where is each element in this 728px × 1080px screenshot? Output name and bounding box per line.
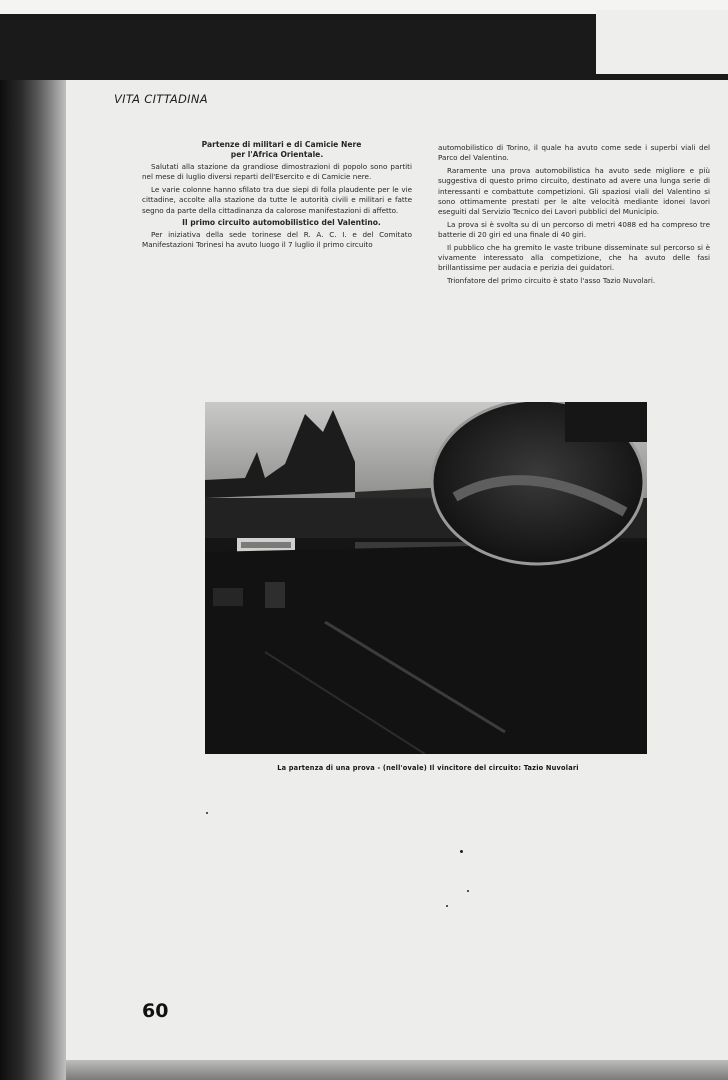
running-head: VITA CITTADINA [114, 92, 208, 106]
heading-circuit: Il primo circuito automobilistico del Valentino. [182, 218, 381, 228]
paragraph: La prova si è svolta su di un percorso di metri 4088 ed ha compreso tre batterie di 20 giri ed una finale di 40 giri. [438, 219, 710, 240]
page-number: 60 [142, 1000, 169, 1022]
paragraph: automobilistico di Torino, il quale ha avuto come sede i superbi viali del Parco del Valentino. [438, 143, 710, 163]
paragraph: Raramente una prova automobilistica ha avuto sede migliore e più suggestiva di questo primo circuito, destinato ad avere una lunga serie di interessanti e combattute competizioni. Gli spaziosi viali del Valentino si sono ottimamente prestati per le alte velocità mediante idonei lavori eseguiti dal Servizio Tecnico dei Lavori pubblici del Municipio. [438, 165, 710, 217]
heading-departures-line1: Partenze di militari e di Camicie Nere [201, 140, 362, 149]
paragraph: Trionfatore del primo circuito è stato l'asso Tazio Nuvolari. [447, 275, 656, 285]
book-spine-shadow [0, 80, 70, 1080]
speck [206, 812, 208, 814]
page-bottom-shadow [66, 1060, 728, 1080]
speck [446, 905, 448, 907]
scan-corner-patch [596, 10, 728, 74]
paragraph: Salutati alla stazione da grandiose dimostrazioni di popolo sono partiti nel mese di luglio diversi reparti dell'Esercito e di Camicie nere. [142, 162, 412, 182]
paragraph: Il pubblico che ha gremito le vaste tribune disseminate sul percorso si è vivamente interessato alla competizione, che ha avuto delle fasi brillantissime per audacia e perizia dei guidatori. [438, 242, 710, 273]
heading-departures-line2: per l'Africa Orientale. [230, 150, 324, 159]
paragraph: Per iniziativa della sede torinese del R. A. C. I. e del Comitato Manifestazioni Torinesi ha avuto luogo il 7 luglio il primo circuito [142, 230, 412, 250]
speck [460, 850, 463, 853]
photo-caption: La partenza di una prova - (nell'ovale) Il vincitore del circuito: Tazio Nuvolari [277, 764, 579, 772]
left-column [142, 140, 412, 253]
race-start-photo [205, 402, 647, 754]
speck [467, 890, 469, 892]
right-column [438, 143, 710, 288]
heading-departures [142, 140, 412, 160]
paragraph: Le varie colonne hanno sfilato tra due siepi di folla plaudente per le vie cittadine, accolte alla stazione da tutte le autorità civili e militari e fatte segno da parte della cittadinanza da calorose manifestazioni di affetto. [142, 184, 412, 215]
